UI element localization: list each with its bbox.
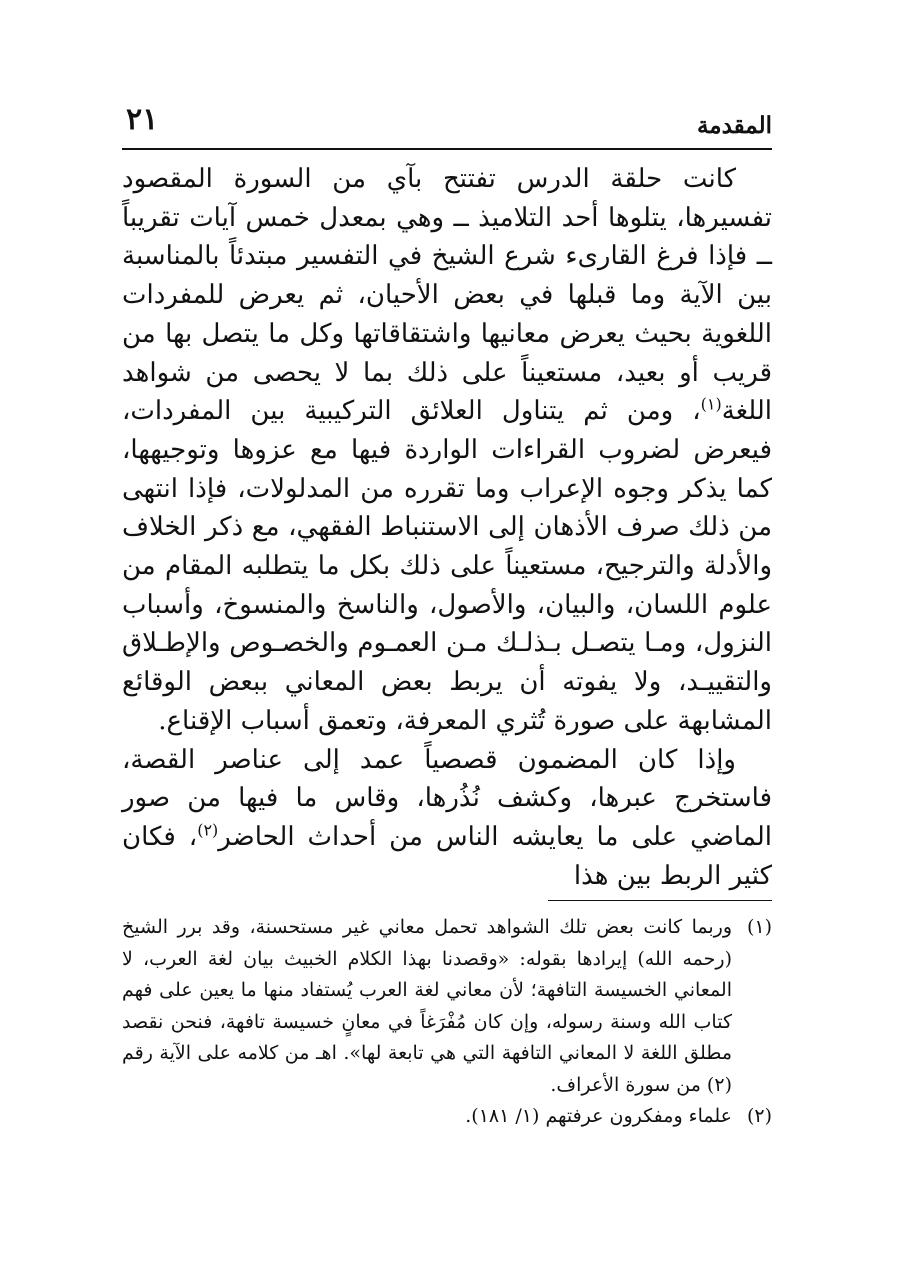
paragraph-1-part-b: ، ومن ثم يتناول العلائق التركيبية بين المفردات، فيعرض لضروب القراءات الواردة فيها مع عزوها وتوجيهها، كما يذكر وجوه الإعراب وما تقرره من المدلولات، فإذا انتهى من ذلك صرف الأذهان إلى الاستنباط الفقهي، مع ذكر الخلاف والأدلة والترجيح، مستعيناً على ذلك بكل ما يتطلبه المقام من علوم اللسان، والبيان، والأصول، والناسخ والمنسوخ، وأسباب النزول، ومـا يتصـل بـذلـك مـن العمـوم والخصـوص والإطـلاق والتقييـد، ولا يفوته أن يربط بعض المعاني ببعض الوقائع المشابهة على صورة تُثري المعرفة، وتعمق أسباب الإقناع. — [122, 396, 772, 736]
footnote-2-number: (٢) — [746, 1105, 772, 1127]
footnote-separator — [548, 900, 772, 901]
page-header — [122, 102, 772, 150]
paragraph-1 — [122, 160, 772, 741]
footnote-ref-1[interactable]: (١) — [700, 394, 722, 414]
footnote-ref-2[interactable]: (٢) — [197, 820, 219, 840]
paragraph-2 — [122, 741, 772, 896]
paragraph-1-part-a: كانت حلقة الدرس تفتتح بآي من السورة المقصود تفسيرها، يتلوها أحد التلاميذ ــ وهي بمعدل خمس آيات تقريباً ــ فإذا فرغ القارىء شرع الشيخ في التفسير مبتدئاً بالمناسبة بين الآية وما قبلها في بعض الأحيان، ثم يعرض للمفردات اللغوية بحيث يعرض معانيها واشتقاقاتها وكل ما يتصل بها من قريب أو بعيد، مستعيناً على ذلك بما لا يحصى من شواهد اللغة — [122, 164, 772, 427]
footnote-1-text: وربما كانت بعض تلك الشواهد تحمل معاني غير مستحسنة، وقد برر الشيخ (رحمه الله) إيرادها بقوله: «وقصدنا بهذا الكلام الخبيث بيان لغة العرب، لا المعاني الخسيسة التافهة؛ لأن معاني لغة العرب يُستفاد منها ما يعين على فهم كتاب الله وسنة رسوله، وإن كان مُفْرَغاً في معانٍ خسيسة تافهة، فنحن نقصد مطلق اللغة لا المعاني التافهة التي هي تابعة لها». اهـ من كلامه على الآية رقم (٢) من سورة الأعراف. — [122, 916, 732, 1096]
page-number: ٢١ — [126, 102, 159, 137]
main-text — [122, 160, 772, 895]
footnote-2 — [122, 1101, 772, 1133]
footnote-1-number: (١) — [746, 916, 772, 938]
footnotes — [122, 912, 772, 1133]
paragraph-2-part-b: ، فكان كثير الربط بين هذا — [122, 821, 772, 891]
footnote-2-text: علماء ومفكرون عرفتهم (١/ ١٨١). — [465, 1105, 732, 1127]
paragraph-2-part-a: وإذا كان المضمون قصصياً عمد إلى عناصر القصة، فاستخرج عبرها، وكشف نُذُرها، وقاس ما فيها من صور الماضي على ما يعايشه الناس من أحداث الحاضر — [122, 744, 772, 852]
footnote-1 — [122, 912, 772, 1101]
chapter-title: المقدمة — [696, 112, 772, 139]
